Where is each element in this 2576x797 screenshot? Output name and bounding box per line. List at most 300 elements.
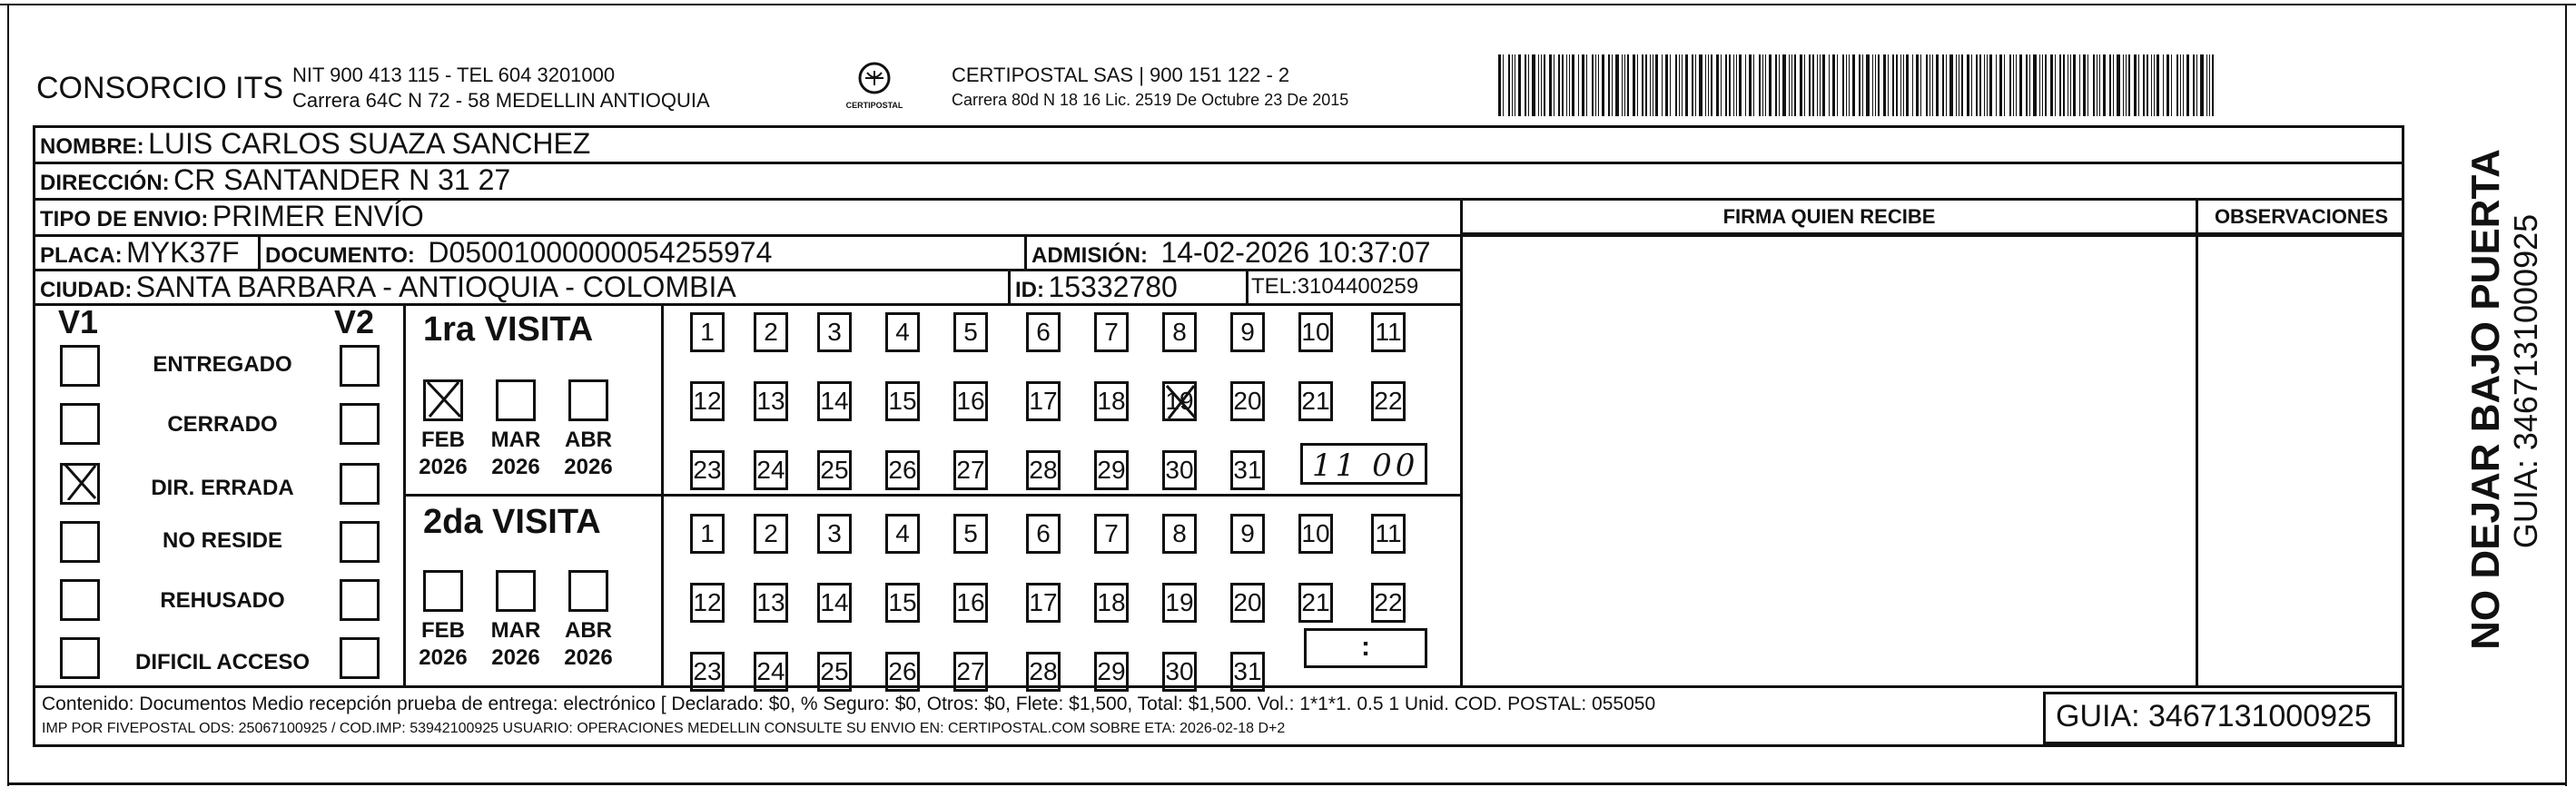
second-visit-feb-checkbox[interactable]	[423, 570, 463, 612]
day-box[interactable]: 24	[754, 652, 788, 692]
day-box[interactable]: 27	[953, 450, 988, 490]
barcode-bar	[2157, 54, 2159, 116]
barcode	[1498, 54, 2221, 116]
barcode-bar	[1846, 54, 1847, 116]
reason-dificil-acceso: DIFICIL ACCESO	[134, 650, 310, 674]
barcode-bar	[2151, 54, 2152, 116]
barcode-bar	[1586, 54, 1587, 116]
barcode-bar	[1809, 54, 1811, 116]
day-box[interactable]: 22	[1371, 381, 1406, 421]
day-box[interactable]: 4	[885, 514, 920, 554]
v1-dir-errada-checkbox[interactable]	[60, 463, 100, 505]
barcode-bar	[2143, 54, 2145, 116]
barcode-bar	[1779, 54, 1780, 116]
nombre-value: LUIS CARLOS SUAZA SANCHEZ	[148, 127, 591, 160]
day-box[interactable]: 29	[1094, 450, 1129, 490]
barcode-bar	[1852, 54, 1855, 116]
barcode-bar	[1822, 54, 1825, 116]
barcode-bar	[1842, 54, 1844, 116]
barcode-bar	[2099, 54, 2100, 116]
day-box[interactable]: 7	[1094, 514, 1129, 554]
day-box[interactable]: 31	[1230, 450, 1265, 490]
barcode-bar	[1878, 54, 1880, 116]
barcode-bar	[1999, 54, 2002, 116]
day-box[interactable]: 14	[817, 381, 852, 421]
barcode-bar	[2004, 54, 2005, 116]
barcode-bar	[1800, 54, 1802, 116]
barcode-bar	[1903, 54, 1904, 116]
firma-divider	[1460, 198, 1463, 688]
logo-text: CERTIPOSTAL	[845, 101, 903, 110]
barcode-bar	[1956, 54, 1957, 116]
header-underline	[1460, 232, 2404, 235]
direccion-row	[40, 163, 510, 197]
v1-rehusado-checkbox[interactable]	[60, 579, 100, 621]
side-guia: GUIA: 3467131000925	[2507, 213, 2544, 549]
barcode-bar	[1503, 54, 1504, 116]
barcode-bar	[1682, 54, 1683, 116]
barcode-bar	[2079, 54, 2080, 116]
first-month-mar	[489, 427, 543, 481]
day-box[interactable]: 9	[1230, 312, 1265, 352]
barcode-bar	[2134, 54, 2137, 116]
barcode-bar	[1569, 54, 1570, 116]
id-label: ID:	[1015, 278, 1044, 302]
barcode-bar	[1508, 54, 1510, 116]
day-box[interactable]: 22	[1371, 583, 1406, 623]
barcode-bar	[2050, 54, 2053, 116]
barcode-bar	[1866, 54, 1870, 116]
second-month-mar	[489, 617, 543, 672]
v2-cerrado-checkbox[interactable]	[340, 403, 380, 445]
barcode-bar	[1538, 54, 1539, 116]
barcode-bar	[1650, 54, 1651, 116]
barcode-bar	[1936, 54, 1939, 116]
obs-divider	[2196, 198, 2198, 688]
handwritten-time: 11 00	[1312, 448, 1419, 484]
day-box[interactable]: 5	[953, 312, 988, 352]
v2-dir-errada-checkbox[interactable]	[340, 463, 380, 505]
day-box[interactable]: 3	[817, 514, 852, 554]
second-visit-title: 2da VISITA	[423, 503, 601, 541]
day-box[interactable]: 12	[690, 381, 725, 421]
bottom-edge	[7, 782, 2567, 785]
barcode-bar	[1794, 54, 1796, 116]
day-box[interactable]: 6	[1026, 514, 1061, 554]
barcode-bar	[1812, 54, 1814, 116]
reason-rehusado: REHUSADO	[160, 588, 285, 613]
barcode-bar	[1888, 54, 1889, 116]
v2-rehusado-checkbox[interactable]	[340, 579, 380, 621]
v1-no-reside-checkbox[interactable]	[60, 521, 100, 563]
barcode-bar	[2183, 54, 2184, 116]
admision-cell	[1031, 236, 1431, 270]
barcode-bar	[1595, 54, 1596, 116]
month-name: MAR	[490, 428, 541, 452]
footer-contenido: Contenido: Documentos Medio recepción prueba de entrega: electrónico [ Declarado: $0, % Seguro: $0, Otros: $0, Flete: $1,500, Total: $1,500. Vol.: 1*1*1. 0.5 1 Unid. COD. POSTAL: 055050	[42, 694, 1656, 714]
x-mark-icon	[63, 462, 99, 500]
reason-dir-errada: DIR. ERRADA	[151, 476, 294, 500]
barcode-bar	[1498, 54, 1501, 116]
barcode-bar	[2083, 54, 2086, 116]
month-name: ABR	[565, 428, 612, 452]
barcode-bar	[1875, 54, 1876, 116]
barcode-bar	[1695, 54, 1696, 116]
barcode-bar	[2109, 54, 2111, 116]
day-box[interactable]: 4	[885, 312, 920, 352]
barcode-bar	[1892, 54, 1894, 116]
x-mark-icon	[426, 380, 462, 418]
barcode-bar	[2180, 54, 2181, 116]
day-box[interactable]: 2	[754, 514, 788, 554]
day-box[interactable]: 28	[1026, 450, 1061, 490]
barcode-bar	[1708, 54, 1709, 116]
barcode-bar	[1900, 54, 1901, 116]
month-name: FEB	[421, 428, 465, 452]
first-visit-time-box[interactable]	[1300, 443, 1427, 485]
day-box[interactable]: 20	[1230, 583, 1265, 623]
barcode-bar	[2073, 54, 2076, 116]
day-box[interactable]: 17	[1026, 583, 1061, 623]
day-box[interactable]: 21	[1298, 583, 1333, 623]
barcode-bar	[1615, 54, 1619, 116]
month-year: 2026	[491, 455, 540, 479]
second-visit-time-box[interactable]	[1304, 628, 1427, 668]
barcode-bar	[2033, 54, 2037, 116]
first-visit-abr-checkbox[interactable]	[568, 379, 608, 421]
second-month-feb	[416, 617, 470, 672]
barcode-bar	[1549, 54, 1552, 116]
barcode-bar	[1932, 54, 1933, 116]
tel-label: TEL:	[1251, 274, 1298, 299]
month-year: 2026	[419, 645, 468, 670]
cell-divider	[258, 234, 261, 271]
barcode-bar	[1572, 54, 1574, 116]
day-box[interactable]: 7	[1094, 312, 1129, 352]
day-box[interactable]: 1	[690, 312, 725, 352]
day-box[interactable]: 29	[1094, 652, 1129, 692]
barcode-bar	[1608, 54, 1610, 116]
day-box[interactable]: 8	[1162, 514, 1197, 554]
tipo-value: PRIMER ENVÍO	[212, 200, 424, 232]
placa-label: PLACA:	[40, 243, 123, 268]
day-box[interactable]: 16	[953, 381, 988, 421]
day-box[interactable]: 10	[1298, 312, 1333, 352]
barcode-bar	[1971, 54, 1972, 116]
day-box[interactable]: 26	[885, 450, 920, 490]
barcode-bar	[2039, 54, 2040, 116]
barcode-bar	[1883, 54, 1886, 116]
barcode-bar	[2063, 54, 2065, 116]
barcode-bar	[1733, 54, 1734, 116]
barcode-bar	[1916, 54, 1919, 116]
barcode-bar	[1837, 54, 1838, 116]
day-box[interactable]: 8	[1162, 312, 1197, 352]
barcode-bar	[1624, 54, 1625, 116]
barcode-bar	[2206, 54, 2207, 116]
barcode-bar	[1518, 54, 1521, 116]
day-box[interactable]: 25	[817, 450, 852, 490]
barcode-bar	[1912, 54, 1913, 116]
barcode-bar	[1699, 54, 1703, 116]
side-warning: NO DEJAR BAJO PUERTA	[2463, 149, 2508, 650]
barcode-bar	[1996, 54, 1997, 116]
certipostal-logo	[834, 60, 915, 110]
day-box[interactable]: 23	[690, 450, 725, 490]
day-box[interactable]: 27	[953, 652, 988, 692]
x-mark-icon	[1165, 384, 1198, 420]
day-box[interactable]: 13	[754, 381, 788, 421]
barcode-bar	[2147, 54, 2148, 116]
top-edge	[0, 4, 2576, 5]
row-divider	[33, 685, 2404, 688]
day-box[interactable]: 11	[1371, 312, 1406, 352]
first-month-abr	[561, 427, 616, 481]
barcode-bar	[1872, 54, 1873, 116]
day-box[interactable]: 12	[690, 583, 725, 623]
barcode-bar	[1789, 54, 1790, 116]
barcode-bar	[2093, 54, 2095, 116]
reason-cerrado: CERRADO	[167, 412, 278, 437]
direccion-value: CR SANTANDER N 31 27	[173, 163, 511, 196]
barcode-bar	[1582, 54, 1584, 116]
barcode-bar	[1562, 54, 1564, 116]
footer-guia: GUIA: 3467131000925	[2056, 699, 2372, 733]
day-box[interactable]: 18	[1094, 583, 1129, 623]
day-box[interactable]: 6	[1026, 312, 1061, 352]
tipo-row	[40, 200, 424, 233]
cell-divider	[1008, 269, 1011, 305]
barcode-bar	[1989, 54, 1992, 116]
carrier-address: Carrera 80d N 18 16 Lic. 2519 De Octubre 23 De 2015	[952, 91, 1349, 109]
day-box[interactable]: 5	[953, 514, 988, 554]
day-box[interactable]: 15	[885, 583, 920, 623]
second-month-abr	[561, 617, 616, 672]
v2-dificil-acceso-checkbox[interactable]	[340, 637, 380, 679]
direccion-label: DIRECCIÓN:	[40, 171, 170, 195]
barcode-bar	[1532, 54, 1535, 116]
barcode-bar	[1829, 54, 1830, 116]
day-box[interactable]: 30	[1162, 450, 1197, 490]
barcode-bar	[1544, 54, 1545, 116]
barcode-bar	[2200, 54, 2204, 116]
documento-label: DOCUMENTO:	[265, 243, 415, 268]
month-year: 2026	[564, 455, 613, 479]
day-box[interactable]: 15	[885, 381, 920, 421]
barcode-bar	[1896, 54, 1898, 116]
reason-no-reside: NO RESIDE	[162, 528, 283, 553]
barcode-bar	[1627, 54, 1629, 116]
barcode-bar	[2171, 54, 2172, 116]
barcode-bar	[2186, 54, 2189, 116]
barcode-bar	[2029, 54, 2030, 116]
barcode-bar	[1987, 54, 1988, 116]
barcode-bar	[2013, 54, 2014, 116]
day-box[interactable]: 21	[1298, 381, 1333, 421]
day-box[interactable]: 1	[690, 514, 725, 554]
barcode-bar	[1762, 54, 1763, 116]
day-box[interactable]: 24	[754, 450, 788, 490]
barcode-bar	[2128, 54, 2130, 116]
company-name: CONSORCIO ITS	[36, 71, 284, 105]
barcode-bar	[1642, 54, 1643, 116]
second-visit-abr-checkbox[interactable]	[568, 570, 608, 612]
barcode-bar	[2176, 54, 2178, 116]
id-value: 15332780	[1048, 271, 1178, 303]
barcode-bar	[2212, 54, 2214, 116]
barcode-bar	[1976, 54, 1978, 116]
barcode-bar	[1749, 54, 1752, 116]
time-placeholder: :	[1361, 632, 1370, 662]
barcode-bar	[1736, 54, 1737, 116]
barcode-bar	[1721, 54, 1722, 116]
day-box[interactable]: 16	[953, 583, 988, 623]
barcode-bar	[2113, 54, 2114, 116]
barcode-bar	[2103, 54, 2106, 116]
v1-label: V1	[58, 303, 99, 340]
barcode-bar	[1637, 54, 1638, 116]
barcode-graphic	[1498, 54, 2221, 116]
barcode-bar	[1528, 54, 1529, 116]
v2-entregado-checkbox[interactable]	[340, 345, 380, 387]
left-edge	[7, 5, 9, 786]
barcode-bar	[1716, 54, 1719, 116]
barcode-bar	[2196, 54, 2197, 116]
barcode-bar	[2123, 54, 2124, 116]
v2-no-reside-checkbox[interactable]	[340, 521, 380, 563]
day-box[interactable]: 19	[1162, 381, 1197, 421]
barcode-bar	[2009, 54, 2011, 116]
barcode-bar	[2016, 54, 2017, 116]
nombre-row	[40, 127, 590, 161]
admision-label: ADMISIÓN:	[1031, 243, 1148, 268]
barcode-bar	[1961, 54, 1963, 116]
barcode-bar	[1622, 54, 1623, 116]
barcode-bar	[1782, 54, 1786, 116]
barcode-bar	[2026, 54, 2028, 116]
barcode-bar	[1578, 54, 1579, 116]
placa-cell	[40, 236, 240, 270]
day-box[interactable]: 2	[754, 312, 788, 352]
barcode-bar	[1859, 54, 1860, 116]
barcode-bar	[1820, 54, 1821, 116]
day-box[interactable]: 13	[754, 583, 788, 623]
barcode-bar	[1775, 54, 1777, 116]
documento-value: D05001000000054255974	[428, 236, 773, 269]
day-box[interactable]: 14	[817, 583, 852, 623]
month-year: 2026	[564, 645, 613, 670]
v1-dificil-acceso-checkbox[interactable]	[60, 637, 100, 679]
barcode-bar	[1946, 54, 1947, 116]
barcode-bar	[1753, 54, 1754, 116]
day-box[interactable]: 23	[690, 652, 725, 692]
barcode-bar	[1979, 54, 1981, 116]
barcode-bar	[1725, 54, 1727, 116]
second-visit-mar-checkbox[interactable]	[496, 570, 536, 612]
barcode-bar	[1729, 54, 1731, 116]
barcode-bar	[2087, 54, 2088, 116]
barcode-bar	[1920, 54, 1921, 116]
day-box[interactable]: 18	[1094, 381, 1129, 421]
month-year: 2026	[491, 645, 540, 670]
day-box[interactable]: 10	[1298, 514, 1333, 554]
day-box[interactable]: 9	[1230, 514, 1265, 554]
barcode-bar	[2059, 54, 2061, 116]
barcode-bar	[1745, 54, 1746, 116]
first-visit-feb-checkbox[interactable]	[423, 379, 463, 421]
v2-label: V2	[334, 303, 375, 340]
tel-cell	[1251, 274, 1418, 300]
day-box[interactable]: 26	[885, 652, 920, 692]
barcode-bar	[1662, 54, 1663, 116]
tipo-label: TIPO DE ENVIO:	[40, 207, 209, 231]
barcode-bar	[2166, 54, 2169, 116]
day-box[interactable]: 17	[1026, 381, 1061, 421]
day-box[interactable]: 30	[1162, 652, 1197, 692]
barcode-bar	[1645, 54, 1647, 116]
barcode-bar	[1665, 54, 1668, 116]
barcode-bar	[2126, 54, 2127, 116]
barcode-bar	[1711, 54, 1712, 116]
barcode-bar	[1602, 54, 1604, 116]
ciudad-value: SANTA BARBARA - ANTIOQUIA - COLOMBIA	[135, 271, 736, 303]
barcode-bar	[1679, 54, 1680, 116]
day-box[interactable]: 28	[1026, 652, 1061, 692]
barcode-bar	[1566, 54, 1567, 116]
barcode-bar	[2019, 54, 2022, 116]
ciudad-cell	[40, 271, 736, 304]
barcode-bar	[1655, 54, 1658, 116]
tel-value: 3104400259	[1297, 274, 1419, 299]
id-cell	[1015, 271, 1178, 304]
day-box[interactable]: 25	[817, 652, 852, 692]
barcode-bar	[1592, 54, 1594, 116]
day-box[interactable]: 3	[817, 312, 852, 352]
barcode-bar	[1849, 54, 1850, 116]
barcode-bar	[1791, 54, 1792, 116]
first-visit-mar-checkbox[interactable]	[496, 379, 536, 421]
day-box[interactable]: 11	[1371, 514, 1406, 554]
barcode-bar	[2138, 54, 2139, 116]
barcode-bar	[1832, 54, 1835, 116]
month-name: FEB	[421, 618, 465, 643]
barcode-bar	[1598, 54, 1599, 116]
first-month-feb	[416, 427, 470, 481]
v1-cerrado-checkbox[interactable]	[60, 403, 100, 445]
day-box[interactable]: 19	[1162, 583, 1197, 623]
barcode-bar	[1906, 54, 1909, 116]
barcode-bar	[1558, 54, 1560, 116]
barcode-bar	[1525, 54, 1526, 116]
barcode-bar	[1612, 54, 1613, 116]
nombre-label: NOMBRE:	[40, 134, 144, 159]
visits-midline	[403, 494, 1462, 497]
month-year: 2026	[419, 455, 468, 479]
barcode-bar	[1804, 54, 1805, 116]
barcode-bar	[1675, 54, 1677, 116]
day-box[interactable]: 20	[1230, 381, 1265, 421]
barcode-bar	[1541, 54, 1542, 116]
barcode-bar	[2193, 54, 2195, 116]
barcode-bar	[1817, 54, 1818, 116]
v1-entregado-checkbox[interactable]	[60, 345, 100, 387]
barcode-bar	[1705, 54, 1706, 116]
barcode-bar	[1942, 54, 1944, 116]
right-edge	[2565, 5, 2567, 786]
month-name: ABR	[565, 618, 612, 643]
barcode-bar	[1769, 54, 1772, 116]
day-box[interactable]: 31	[1230, 652, 1265, 692]
